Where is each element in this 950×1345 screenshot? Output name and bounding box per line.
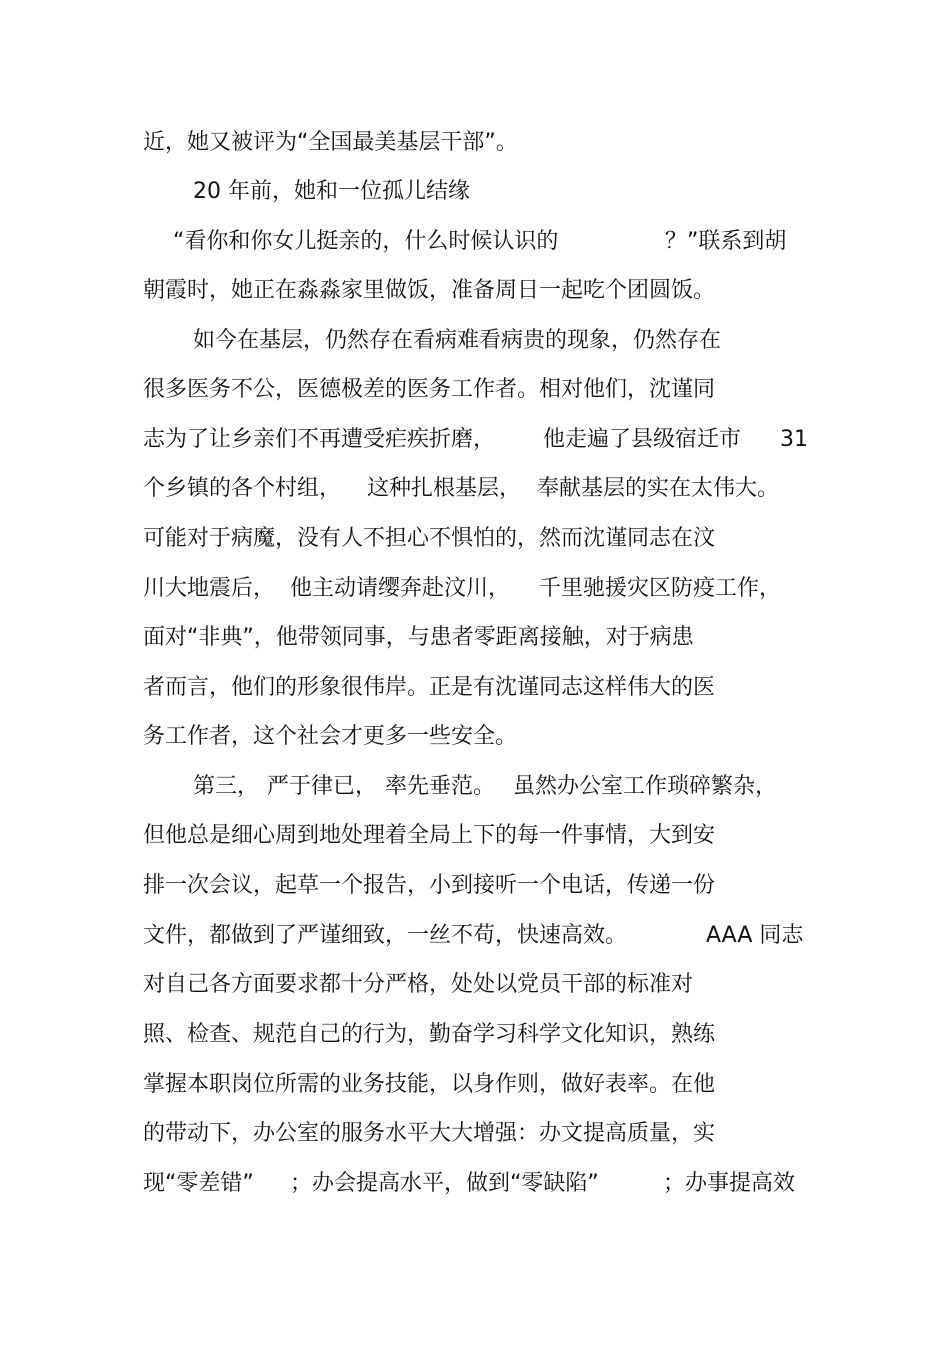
text-line: ；办会提高水平，做到“零缺陷”: [290, 1171, 599, 1196]
text-line: 很多医务不公，医德极差的医务工作者。相对他们，沈谨同: [143, 377, 716, 402]
text-line: 率先垂范。: [385, 774, 496, 799]
text-line: ？”联系到胡: [665, 229, 787, 254]
text-line: 近，她又被评为“全国最美基层干部”。: [143, 130, 518, 155]
text-line: 现“零差错”: [143, 1171, 254, 1196]
text-line: 这种扎根基层，: [367, 476, 522, 501]
text-line: 他走遍了县级宿迁市: [543, 427, 742, 452]
text-line: 朝霞时，她正在淼淼家里做饭，准备周日一起吃个团圆饭。: [143, 278, 716, 303]
text-line: 严于律已，: [267, 774, 378, 799]
text-line: 如今在基层，仍然存在看病难看病贵的现象，仍然存在: [193, 328, 722, 353]
text-line: 奉献基层的实在太伟大。: [537, 476, 780, 501]
text-line: 者而言，他们的形象很伟岸。正是有沈谨同志这样伟大的医: [143, 675, 716, 700]
text-line: 个乡镇的各个村组，: [143, 476, 342, 501]
text-line: AAA 同志: [706, 923, 804, 948]
text-line: 的带动下，办公室的服务水平大大增强：办文提高质量，实: [143, 1121, 716, 1146]
text-line: 务工作者，这个社会才更多一些安全。: [143, 724, 518, 749]
text-line: 第三，: [193, 774, 260, 799]
text-line: ；办事提高效: [663, 1171, 796, 1196]
text-line: 20 年前，她和一位孤儿结缘: [193, 179, 470, 204]
text-line: 文件，都做到了严谨细致，一丝不苟，快速高效。: [143, 923, 628, 948]
text-line: 照、检查、规范自己的行为，勤奋学习科学文化知识，熟练: [143, 1022, 716, 1047]
text-line: 排一次会议，起草一个报告，小到接听一个电话，传递一份: [143, 873, 716, 898]
text-line: 面对“非典”，他带领同事，与患者零距离接触，对于病患: [143, 625, 694, 650]
text-line: 对自己各方面要求都十分严格，处处以党员干部的标准对: [143, 972, 694, 997]
text-line: 千里驰援灾区防疫工作，: [539, 576, 782, 601]
text-line: 他主动请缨奔赴汶川，: [290, 576, 511, 601]
text-line: 虽然办公室工作琐碎繁杂，: [513, 774, 778, 799]
text-line: 但他总是细心周到地处理着全局上下的每一件事情，大到安: [143, 823, 716, 848]
text-line: “看你和你女儿挺亲的，什么时候认识的: [173, 229, 559, 254]
text-line: 31: [780, 427, 808, 452]
text-line: 掌握本职岗位所需的业务技能，以身作则，做好表率。在他: [143, 1072, 716, 1097]
text-line: 志为了让乡亲们不再遭受疟疾折磨，: [143, 427, 496, 452]
text-line: 可能对于病魔，没有人不担心不惧怕的，然而沈谨同志在汶: [143, 526, 716, 551]
text-line: 川大地震后，: [143, 576, 276, 601]
